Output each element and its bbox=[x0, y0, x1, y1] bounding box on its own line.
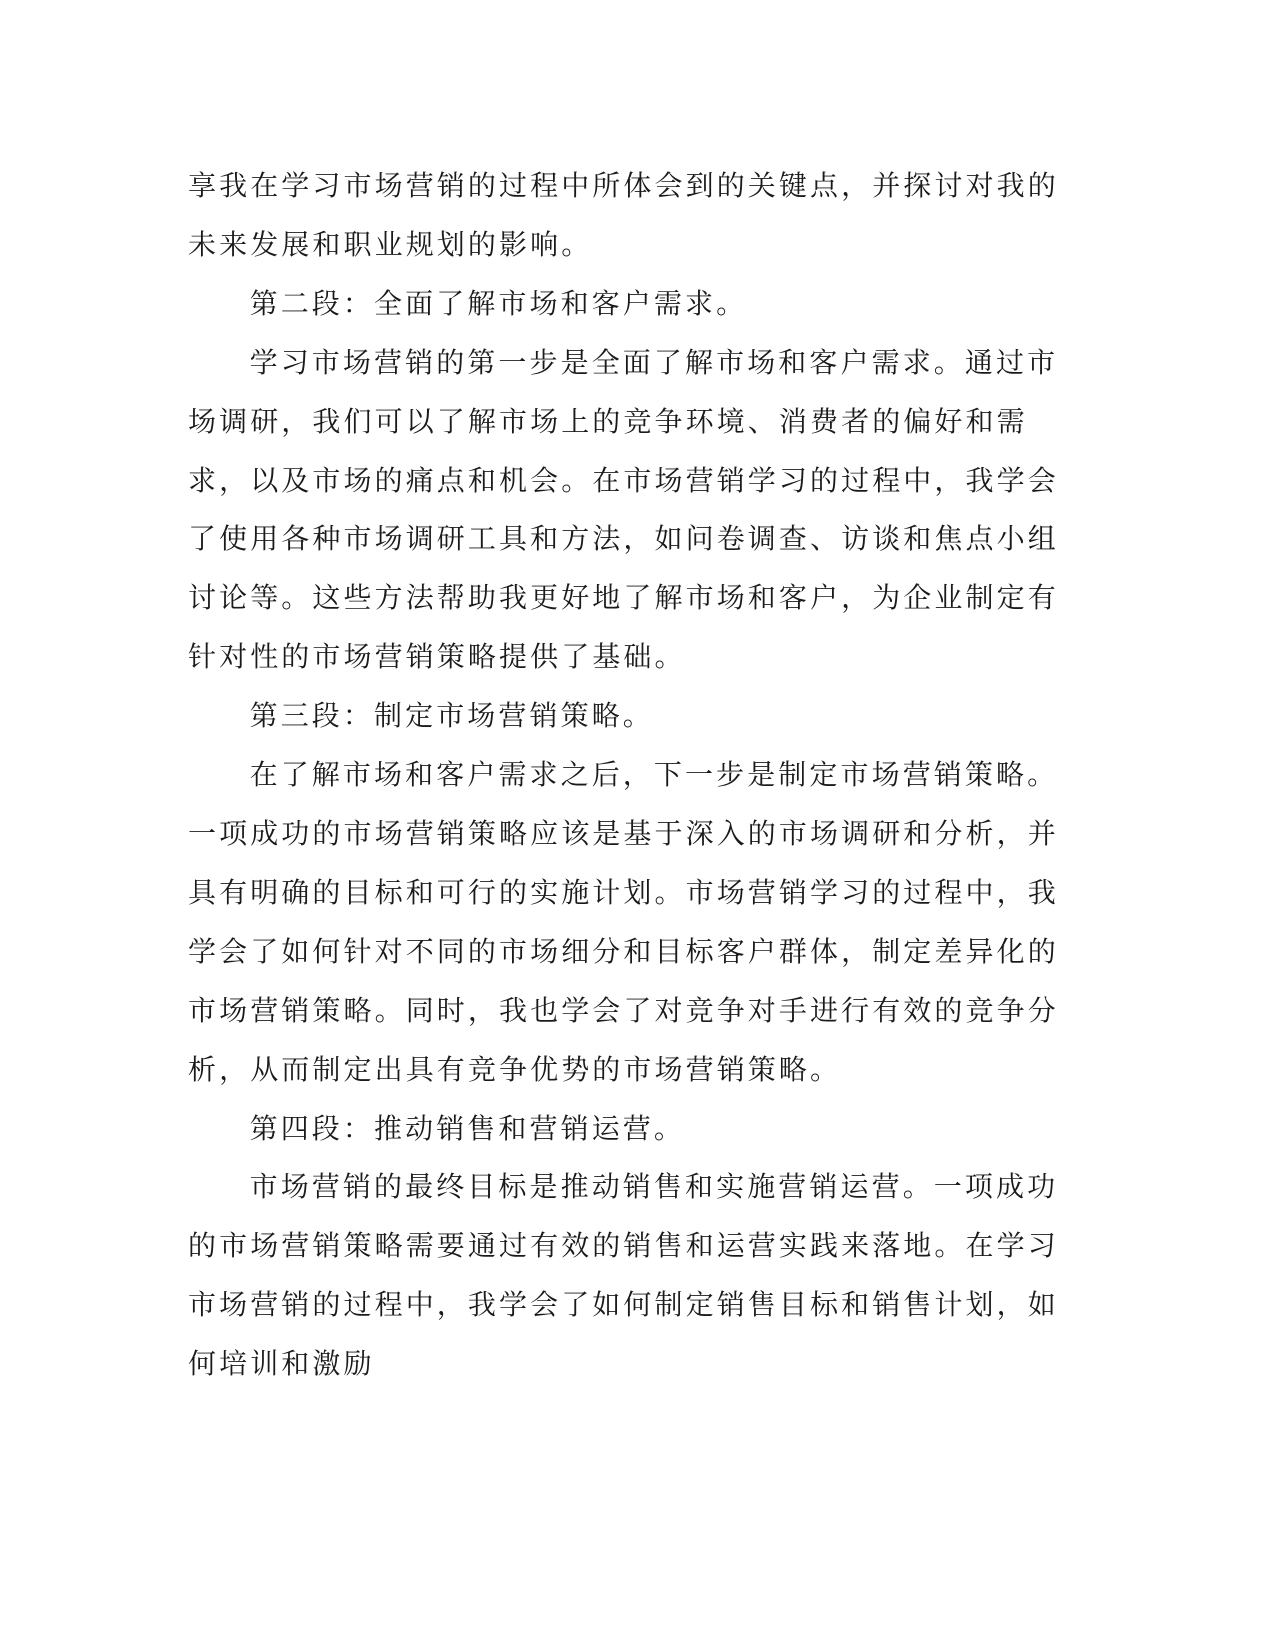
section-heading-4: 第四段：推动销售和营销运营。 bbox=[249, 1111, 685, 1145]
section-heading-3: 第三段：制定市场营销策略。 bbox=[249, 699, 654, 733]
paragraph-market-research: 学习市场营销的第一步是全面了解市场和客户需求。通过市场调研，我们可以了解市场上的竞争环境、消费者的偏好和需求，以及市场的痛点和机会。在市场营销学习的过程中，我学会了使用各种市场调研工具和方法，如问卷调查、访谈和焦点小组讨论等。这些方法帮助我更好地了解市场和客户，为企业制定有针对性的市场营销策略提供了基础。 bbox=[188, 345, 1059, 674]
paragraph-sales-operations: 市场营销的最终目标是推动销售和实施营销运营。一项成功的市场营销策略需要通过有效的销售和运营实践来落地。在学习市场营销的过程中，我学会了如何制定销售目标和销售计划，如何培训和激励 bbox=[188, 1170, 1059, 1381]
paragraph-continuation: 享我在学习市场营销的过程中所体会到的关键点，并探讨对我的未来发展和职业规划的影响。 bbox=[188, 169, 1059, 261]
paragraph-marketing-strategy: 在了解市场和客户需求之后，下一步是制定市场营销策略。一项成功的市场营销策略应该是基于深入的市场调研和分析，并具有明确的目标和可行的实施计划。市场营销学习的过程中，我学会了如何针对不同的市场细分和目标客户群体，制定差异化的市场营销策略。同时，我也学会了对竞争对手进行有效的竞争分析，从而制定出具有竞争优势的市场营销策略。 bbox=[188, 758, 1059, 1086]
section-heading-2: 第二段：全面了解市场和客户需求。 bbox=[249, 286, 748, 320]
document-body bbox=[188, 157, 1081, 1394]
